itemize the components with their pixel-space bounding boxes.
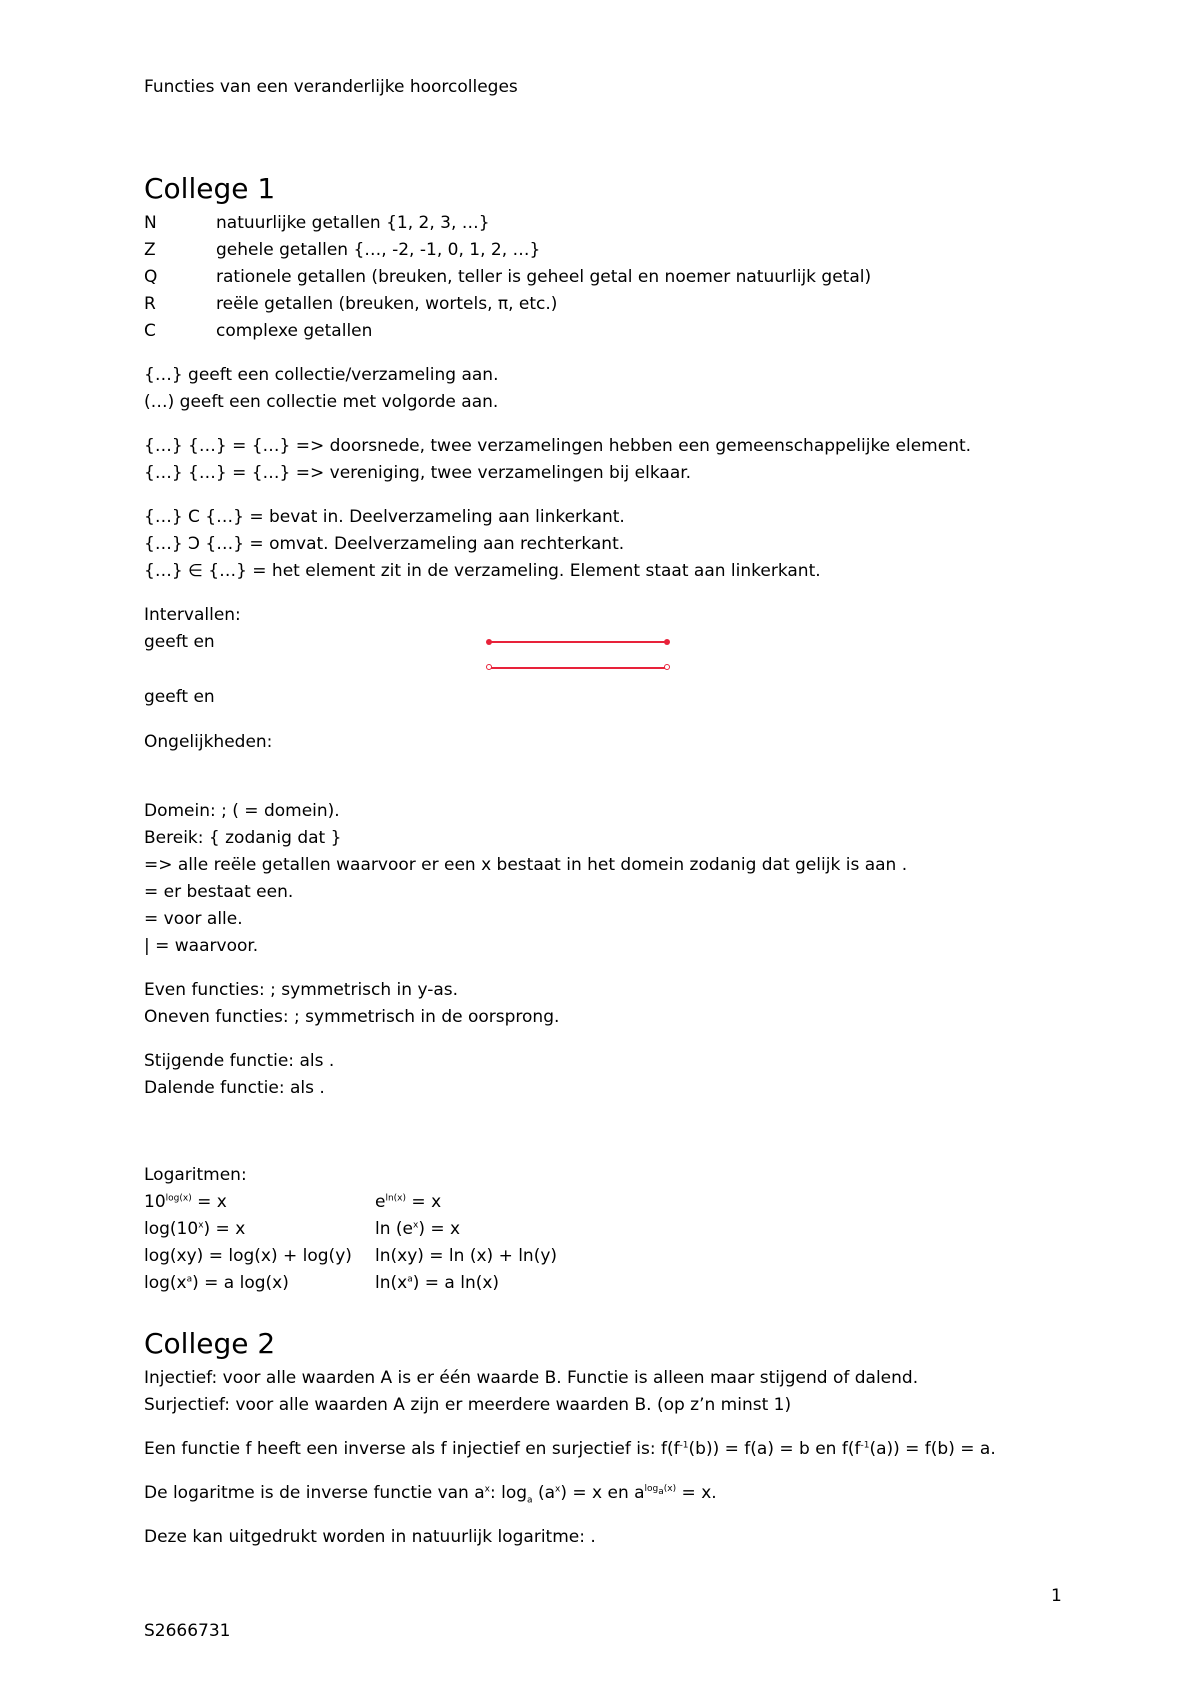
set-operation-line: {…} {…} = {…} => vereniging, twee verzamelingen bij elkaar. <box>144 463 692 483</box>
intervals-label: Intervallen: <box>144 605 241 625</box>
domain-line: Domein: ; ( = domein). <box>144 801 340 821</box>
open-endpoint-icon <box>486 664 492 670</box>
surjective-line: Surjectief: voor alle waarden A zijn er meerdere waarden B. (op z’n minst 1) <box>144 1395 792 1415</box>
set-description: rationele getallen (breuken, teller is geheel getal en noemer natuurlijk getal) <box>216 267 872 287</box>
subset-line: {…} C {…} = bevat in. Deelverzameling aan linkerkant. <box>144 507 625 527</box>
even-functions-line: Even functies: ; symmetrisch in y-as. <box>144 980 459 1000</box>
ln-rule: ln(xy) = ln (x) + ln(y) <box>375 1246 558 1266</box>
section-title-college-1: College 1 <box>144 172 276 205</box>
range-line: Bereik: { zodanig dat } <box>144 828 342 848</box>
set-symbol: Q <box>144 267 158 287</box>
logarithm-definition-line: De logaritme is de inverse functie van $a^x$: $\log_a (a^x) = x$ en $a^{log_a(x)} = x$. <box>144 1483 717 1506</box>
quantifier-line: | = waarvoor. <box>144 936 259 956</box>
set-symbol: R <box>144 294 156 314</box>
set-symbol: N <box>144 213 157 233</box>
natural-log-line: Deze kan uitgedrukt worden in natuurlijk logaritme: . <box>144 1527 596 1547</box>
interval-closed-text: geeft en <box>144 632 215 652</box>
ln-rule: $\ln (e^x) = x$ <box>375 1219 461 1239</box>
set-description: natuurlijke getallen {1, 2, 3, …} <box>216 213 490 233</box>
inverse-line: Een functie f heeft een inverse als f injectief en surjectief is: $f(f^{-1}(b)) = f(a) = b$ en $f(f^{-1}(a)) = f(b) = a$. <box>144 1439 996 1459</box>
interval-line <box>489 667 667 669</box>
set-symbol: Z <box>144 240 156 260</box>
open-endpoint-icon <box>664 664 670 670</box>
log-rule: $\log(10^x) = x$ <box>144 1219 246 1239</box>
filled-endpoint-icon <box>664 639 670 645</box>
odd-functions-line: Oneven functies: ; symmetrisch in de oorsprong. <box>144 1007 560 1027</box>
log-rule: log(xy) = log(x) + log(y) <box>144 1246 352 1266</box>
set-description: gehele getallen {…, -2, -1, 0, 1, 2, …} <box>216 240 541 260</box>
subset-line: {…} Ɔ {…} = omvat. Deelverzameling aan rechterkant. <box>144 534 625 554</box>
page-header: Functies van een veranderlijke hoorcolleges <box>144 77 518 97</box>
range-explanation: => alle reële getallen waarvoor er een x bestaat in het domein zodanig dat gelijk is aan . <box>144 855 908 875</box>
section-title-college-2: College 2 <box>144 1327 276 1360</box>
logarithms-label: Logaritmen: <box>144 1165 247 1185</box>
ln-rule: $e^{ln(x)} = x$ <box>375 1192 442 1212</box>
quantifier-line: = voor alle. <box>144 909 243 929</box>
set-operation-line: {…} {…} = {…} => doorsnede, twee verzamelingen hebben een gemeenschappelijke element. <box>144 436 972 456</box>
log-rule: $10^{log(x)} = x$ <box>144 1192 227 1212</box>
set-description: complexe getallen <box>216 321 373 341</box>
page-number: 1 <box>1051 1586 1062 1606</box>
set-description: reële getallen (breuken, wortels, π, etc.) <box>216 294 558 314</box>
notation-line: (…) geeft een collectie met volgorde aan. <box>144 392 499 412</box>
increasing-function-line: Stijgende functie: als . <box>144 1051 335 1071</box>
quantifier-line: = er bestaat een. <box>144 882 294 902</box>
interval-open-text: geeft en <box>144 687 215 707</box>
interval-line <box>489 641 667 643</box>
filled-endpoint-icon <box>486 639 492 645</box>
injective-line: Injectief: voor alle waarden A is er één waarde B. Functie is alleen maar stijgend of dalend. <box>144 1368 919 1388</box>
inequalities-label: Ongelijkheden: <box>144 732 273 752</box>
decreasing-function-line: Dalende functie: als . <box>144 1078 325 1098</box>
ln-rule: $\ln(x^a) = a$ ln(x) <box>375 1273 500 1293</box>
set-symbol: C <box>144 321 156 341</box>
notation-line: {…} geeft een collectie/verzameling aan. <box>144 365 499 385</box>
log-rule: $\log(x^a) = a$ log(x) <box>144 1273 289 1293</box>
subset-line: {…} ∈ {…} = het element zit in de verzameling. Element staat aan linkerkant. <box>144 561 821 581</box>
student-number: S2666731 <box>144 1621 231 1641</box>
